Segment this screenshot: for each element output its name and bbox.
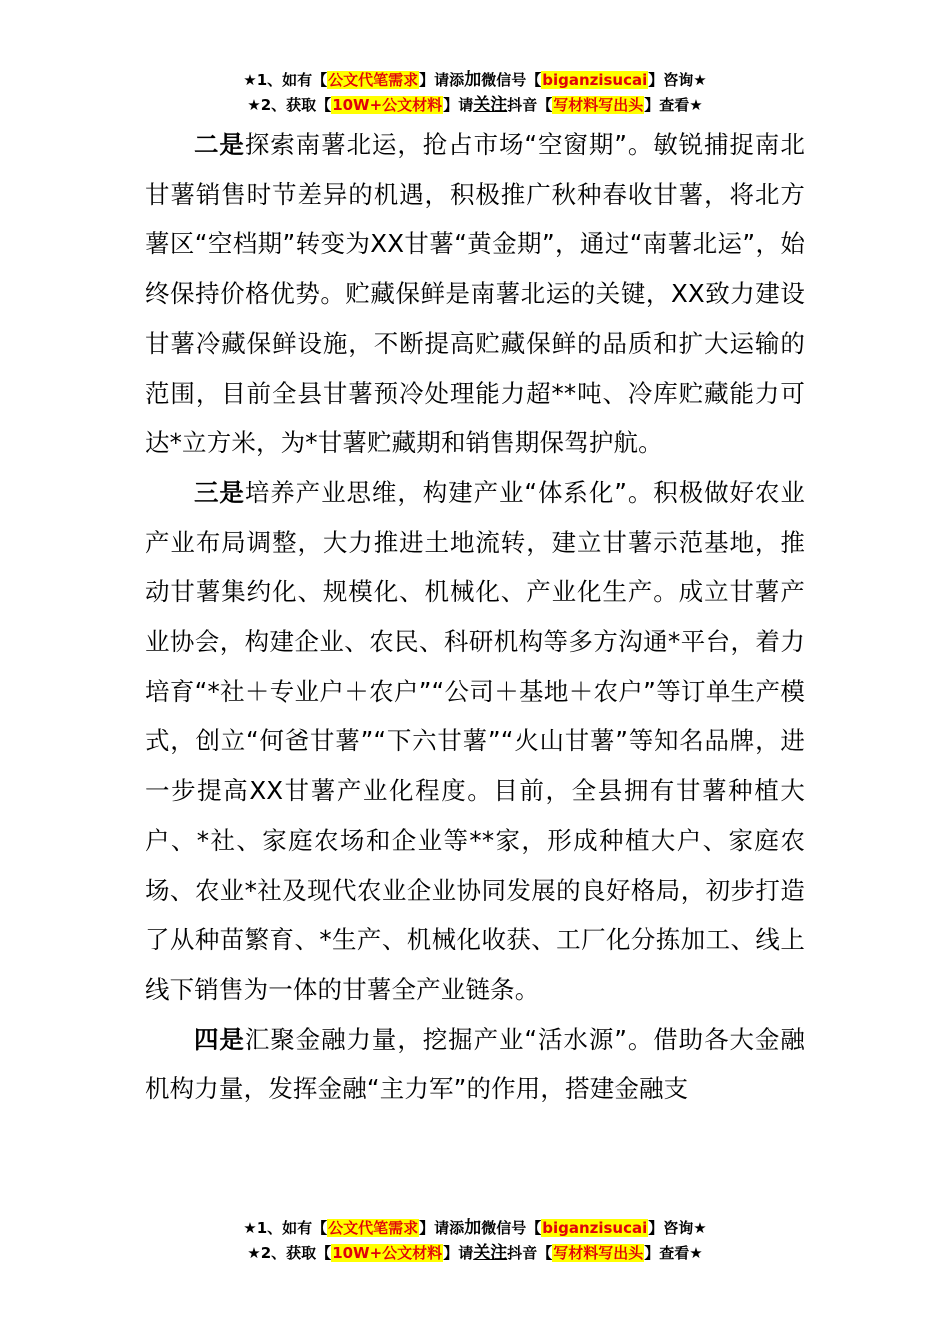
paragraph-4 [145, 1015, 805, 1114]
paragraph-text: 培养产业思维，构建产业“体系化”。积极做好农业产业布局调整，大力推进土地流转，建立甘薯示范基地，推动甘薯集约化、规模化、机械化、产业化生产。成立甘薯产业协会，构建企业、农民、科研机构等多方沟通*平台，着力培育“*社＋专业户＋农户”“公司＋基地＋农户”等订单生产模式，创立“何爸甘薯”“下六甘薯”“火山甘薯”等知名品牌，进一步提高XX甘薯产业化程度。目前，全县拥有甘薯种植大户、*社、家庭农场和企业等**家，形成种植大户、家庭农场、农业*社及现代农业企业协同发展的良好格局，初步打造了从种苗繁育、*生产、机械化收获、工厂化分拣加工、线上线下销售为一体的甘薯全产业链条。 [145, 477, 805, 1004]
promo-emphasis: 关注 [473, 1243, 508, 1263]
promo-highlight-service: 公文代笔需求 [328, 1219, 419, 1237]
promo-highlight-douyin: 写材料写出头 [553, 1244, 644, 1262]
paragraph-text: 汇聚金融力量，挖掘产业“活水源”。借助各大金融机构力量，发挥金融“主力军”的作用，搭建金融支 [145, 1024, 805, 1104]
promo-text: 】请添 [419, 71, 465, 89]
promo-text: 抖音【 [507, 1244, 553, 1262]
promo-text: 】查看★ [644, 96, 703, 114]
promo-text: 】查看★ [644, 1244, 703, 1262]
promo-text: ★2、获取【 [247, 96, 332, 114]
promo-text: 微信号【 [481, 1219, 542, 1237]
promo-text: ★1、如有【 [243, 71, 328, 89]
promo-text: 抖音【 [507, 96, 553, 114]
promo-emphasis: 加 [464, 1218, 482, 1238]
promo-highlight-service: 公文代笔需求 [328, 71, 419, 89]
promo-text: ★2、获取【 [247, 1244, 332, 1262]
paragraph-lead: 二是 [194, 130, 245, 159]
promo-highlight-douyin: 写材料写出头 [553, 96, 644, 114]
promo-line-1 [0, 68, 950, 93]
promo-highlight-wechat-id: biganzisucai [542, 1219, 648, 1237]
bottom-promo-banner [0, 1216, 950, 1266]
promo-emphasis: 加 [464, 70, 482, 90]
promo-text: 】请 [443, 1244, 474, 1262]
promo-text: 】咨询★ [648, 71, 707, 89]
top-promo-banner [0, 68, 950, 118]
document-body [145, 120, 805, 1114]
promo-highlight-materials: 10W+公文材料 [332, 1244, 443, 1262]
paragraph-lead: 三是 [194, 477, 245, 507]
promo-text: 】咨询★ [648, 1219, 707, 1237]
paragraph-3 [145, 468, 805, 1015]
promo-text: 】请添 [419, 1219, 465, 1237]
promo-line-2 [0, 93, 950, 118]
promo-text: 微信号【 [481, 71, 542, 89]
promo-emphasis: 关注 [473, 95, 508, 115]
paragraph-2 [145, 120, 805, 468]
paragraph-text: 探索南薯北运，抢占市场“空窗期”。敏锐捕捉南北甘薯销售时节差异的机遇，积极推广秋种春收甘薯，将北方薯区“空档期”转变为XX甘薯“黄金期”，通过“南薯北运”，始终保持价格优势。贮藏保鲜是南薯北运的关键，XX致力建设甘薯冷藏保鲜设施，不断提高贮藏保鲜的品质和扩大运输的范围，目前全县甘薯预冷处理能力超**吨、冷库贮藏能力可达*立方米，为*甘薯贮藏期和销售期保驾护航。 [145, 130, 805, 458]
promo-line-1 [0, 1216, 950, 1241]
promo-highlight-materials: 10W+公文材料 [332, 96, 443, 114]
promo-text: 】请 [443, 96, 474, 114]
promo-highlight-wechat-id: biganzisucai [542, 71, 648, 89]
paragraph-lead: 四是 [194, 1024, 245, 1054]
promo-text: ★1、如有【 [243, 1219, 328, 1237]
promo-line-2 [0, 1241, 950, 1266]
